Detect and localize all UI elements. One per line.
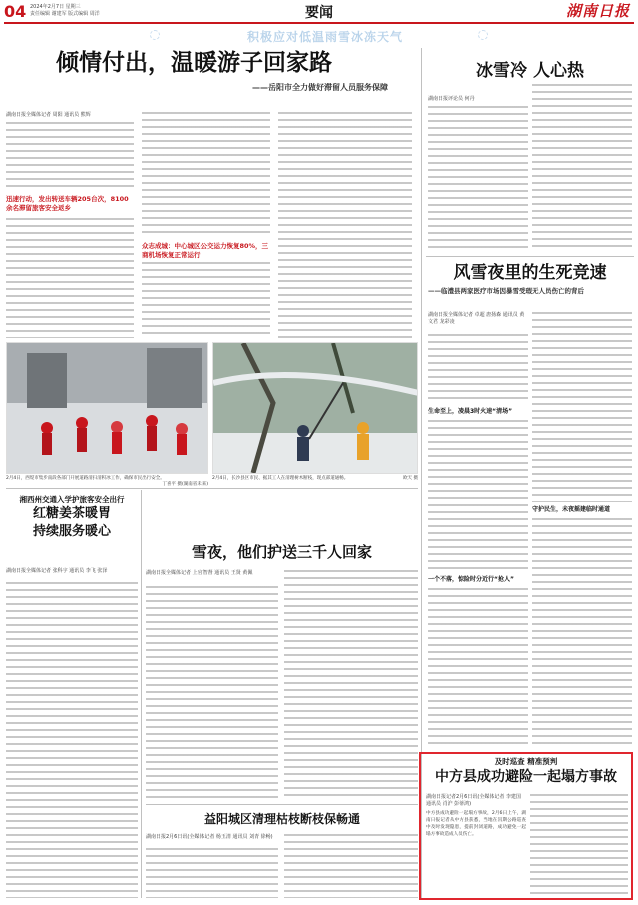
column-divider bbox=[141, 490, 142, 898]
article-text bbox=[428, 420, 528, 572]
second-story-subhead: ——临澧县两家医疗市场因暴雪受瑕无人员伤亡的背后 bbox=[428, 287, 584, 295]
highlight-story-kicker: 及时巡查 精准预判 bbox=[494, 757, 558, 766]
highlight-story-byline: 湖南日报记者2月6日讯(全媒体记者 李建国 通讯员 肖沪 彭蒂鸿) bbox=[426, 794, 521, 807]
photo-caption-right bbox=[212, 476, 418, 482]
section-divider bbox=[146, 804, 418, 805]
lead-story-header bbox=[6, 48, 418, 108]
article-text bbox=[146, 848, 278, 898]
photo-tree-clearing bbox=[212, 342, 418, 474]
yiyang-headline: 益阳城区清理枯枝断枝保畅通 bbox=[203, 812, 360, 826]
lead-story-headline: 倾情付出，温暖游子回家路 bbox=[56, 49, 332, 76]
article-text bbox=[142, 262, 270, 338]
highlight-story-headline: 中方县成功避险一起塌方事故 bbox=[435, 769, 617, 785]
article-text bbox=[284, 570, 418, 798]
hunan-west-byline: 湖南日报全媒体记者 张科宇 通讯员 李飞 张泽 bbox=[6, 568, 108, 574]
section-divider bbox=[6, 488, 418, 489]
second-story-subheading-1: 生命至上，凌晨3时火速“清场” bbox=[428, 408, 513, 415]
article-text bbox=[6, 582, 138, 898]
lead-story-subhead: ——岳阳市全力做好滞留人员服务保障 bbox=[252, 83, 388, 92]
article-text bbox=[530, 794, 628, 896]
photo-caption-right-text: 2月4日，长沙县区市民、据其工人在清理树木断枝，现点部道通畅。 bbox=[212, 476, 349, 481]
article-text bbox=[142, 112, 270, 237]
snowflake-icon bbox=[478, 30, 488, 40]
second-story-byline: 湖南日报全媒体记者 卓超 唐扬森 通讯员 黄文君 龙彩凌 bbox=[428, 312, 525, 325]
snow-night-header bbox=[146, 542, 418, 566]
article-text bbox=[532, 84, 632, 250]
section-title: 要闻 bbox=[305, 5, 333, 21]
second-story-subheading-3: 守护民生，未夜摇建临时通道 bbox=[532, 506, 611, 513]
article-text bbox=[6, 122, 134, 192]
hunan-west-headline-1: 湘西州交通入学护旅客安全出行 bbox=[19, 495, 125, 504]
article-text bbox=[532, 518, 632, 744]
photo-caption-left bbox=[6, 476, 208, 488]
commentary-byline: 湖南日报评论员 何丹 bbox=[428, 96, 475, 102]
hunan-west-headline-3: 持续服务暖心 bbox=[32, 524, 111, 539]
hunan-west-header bbox=[6, 494, 138, 564]
photo-caption-left-text: 2月4日，西堤市集步南段各部门开展道路清扫清积冰工作，确保市民出行安全。 bbox=[6, 476, 165, 481]
masthead-rule bbox=[4, 22, 634, 24]
masthead-date: 2024年2月7日 星期三 bbox=[30, 4, 81, 10]
article-text bbox=[146, 586, 278, 798]
snowflake-icon bbox=[150, 30, 160, 40]
article-text bbox=[428, 588, 528, 744]
second-story-headline: 风雪夜里的生死竞速 bbox=[453, 263, 607, 283]
masthead-editors: 责任编辑 谢建军 版式编辑 周洋 bbox=[30, 11, 100, 17]
article-text bbox=[6, 218, 134, 338]
snow-night-byline: 湖南日报全媒体记者 上官智督 通讯员 王贤 黄佩 bbox=[146, 570, 253, 576]
highlight-story-lead: 中方县成功避险一起塌方事故，2月6日上午，湖南日报记者从中方县获悉，当地在汛期公路巡查中及时发现隐患，提前封闭道路，成功避免一起塌方事故造成人员伤亡。 bbox=[426, 811, 526, 837]
highlight-story-header bbox=[424, 756, 628, 792]
article-text bbox=[428, 334, 528, 404]
photo-street-cleaning bbox=[6, 342, 208, 474]
article-text bbox=[532, 312, 632, 502]
photo-street-cleaning-image bbox=[7, 343, 208, 474]
photo-tree-clearing-image bbox=[213, 343, 418, 474]
article-text bbox=[428, 106, 528, 250]
photo-caption-right-credit: 欧天 摄 bbox=[403, 476, 418, 481]
section-divider bbox=[426, 256, 634, 257]
newspaper-logo: 湖南日报 bbox=[565, 2, 630, 20]
snow-night-headline: 雪夜，他们护送三千人回家 bbox=[191, 543, 372, 561]
second-story-header bbox=[428, 262, 632, 310]
lead-story-byline: 湖南日报全媒体记者 周阳 通讯员 熊辉 bbox=[6, 112, 91, 118]
hunan-west-headline-2: 红糖姜茶暖胃 bbox=[32, 506, 111, 521]
lead-story-subheading-1: 迅速行动，发出转送车辆205台次，8100余名滞留旅客安全返乡 bbox=[6, 195, 129, 212]
second-story-subheading-2: 一个不落，惊险时分近行“抢人” bbox=[428, 576, 514, 583]
masthead bbox=[0, 0, 638, 22]
photo-caption-left-credit: 丁喜平 摄(湖南省未来) bbox=[162, 482, 208, 487]
yiyang-byline: 湖南日报2月6日讯(全媒体记者 杨玉清 通讯员 刘青 徐畅) bbox=[146, 834, 273, 840]
page-number: 04 bbox=[4, 2, 27, 21]
article-text bbox=[278, 112, 412, 338]
commentary-headline: 冰雪冷 人心热 bbox=[476, 61, 584, 81]
article-text bbox=[284, 834, 418, 898]
yiyang-header bbox=[146, 810, 418, 832]
lead-story-subheading-2: 众志成城：中心城区公交运力恢复80%，三商机场恢复正常运行 bbox=[142, 242, 269, 259]
theme-banner: 积极应对低温雨雪冰冻天气 bbox=[246, 30, 403, 44]
